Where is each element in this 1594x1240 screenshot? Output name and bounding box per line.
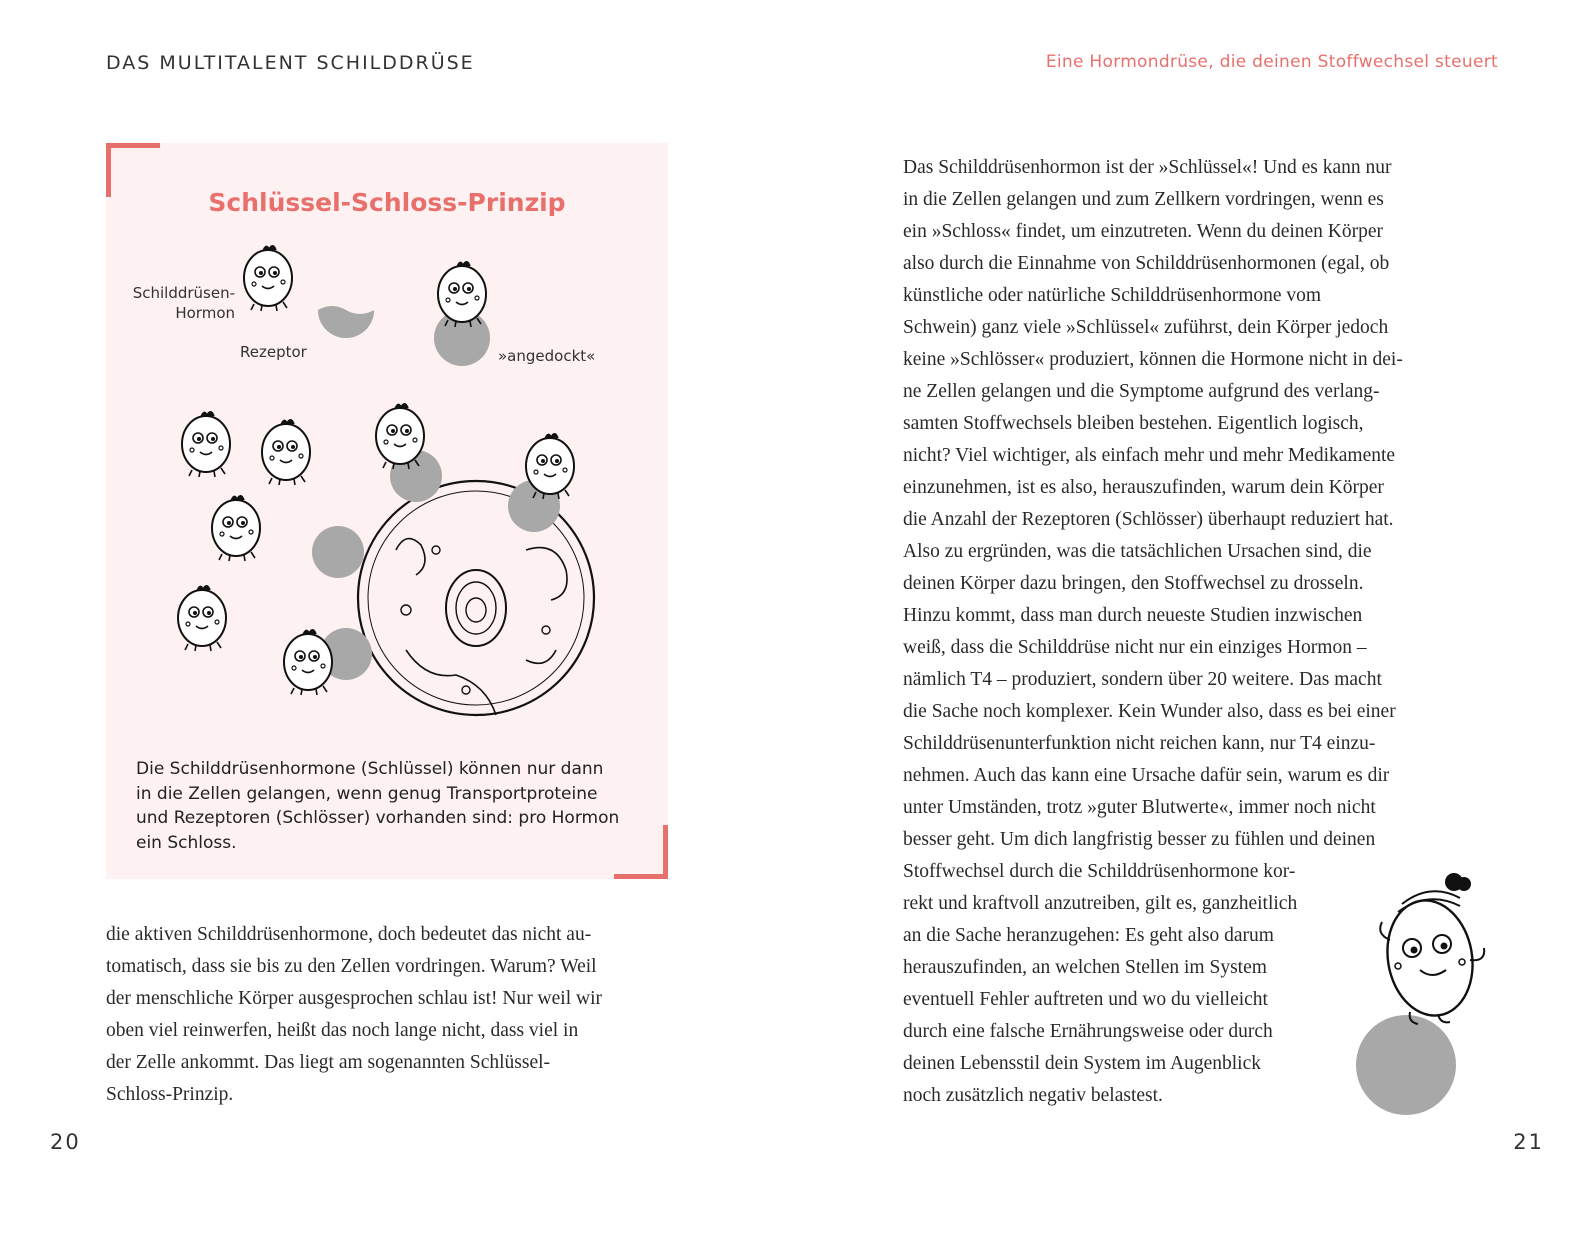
body-line: durch eine falsche Ernährungsweise oder durch <box>903 1021 1273 1042</box>
label-receptor: Rezeptor <box>240 343 307 361</box>
body-line: die Anzahl der Rezeptoren (Schlösser) überhaupt reduziert hat. <box>903 509 1394 530</box>
corner-bottom-right-v <box>663 825 668 879</box>
body-line: oben viel reinwerfen, heißt das noch lange nicht, dass viel in <box>106 1020 579 1041</box>
body-line: rekt und kraftvoll anzutreiben, gilt es, ganzheitlich <box>903 893 1298 914</box>
key-lock-illustration <box>106 230 668 730</box>
body-line: besser geht. Um dich langfristig besser zu fühlen und deinen <box>903 829 1376 850</box>
body-line: Das Schilddrüsenhormon ist der »Schlüssel«! Und es kann nur <box>903 157 1392 178</box>
body-line: herauszufinden, an welchen Stellen im System <box>903 957 1267 978</box>
body-line: einzunehmen, ist es also, herauszufinden, warum dein Körper <box>903 477 1384 498</box>
body-line: also durch die Einnahme von Schilddrüsenhormonen (egal, ob <box>903 253 1390 274</box>
page-number-left: 20 <box>50 1130 81 1154</box>
body-line: Stoffwechsel durch die Schilddrüsenhormone kor- <box>903 861 1296 882</box>
body-line: ein »Schloss« findet, um einzutreten. Wenn du deinen Körper <box>903 221 1384 242</box>
body-line: deinen Körper dazu bringen, den Stoffwechsel zu drosseln. <box>903 573 1364 594</box>
right-page-body <box>903 152 1403 1112</box>
body-line: Schloss-Prinzip. <box>106 1084 234 1105</box>
body-line: der Zelle ankommt. Das liegt am sogenannten Schlüssel- <box>106 1052 551 1073</box>
body-line: deinen Lebensstil dein System im Augenblick <box>903 1053 1261 1074</box>
body-line: die Sache noch komplexer. Kein Wunder also, dass es bei einer <box>903 701 1396 722</box>
body-line: nämlich T4 – produziert, sondern über 20 weitere. Das macht <box>903 669 1382 690</box>
caption-line: in die Zellen gelangen, wenn genug Transportproteine <box>136 783 598 804</box>
caption-line: ein Schloss. <box>136 832 237 853</box>
body-line: der menschliche Körper ausgesprochen schlau ist! Nur weil wir <box>106 988 603 1009</box>
body-line: künstliche oder natürliche Schilddrüsenhormone vom <box>903 285 1322 306</box>
body-line: eventuell Fehler auftreten und wo du vielleicht <box>903 989 1268 1010</box>
body-line: Schwein) ganz viele »Schlüssel« zuführst, dein Körper jedoch <box>903 317 1389 338</box>
body-line: Also zu ergründen, was die tatsächlichen Ursachen sind, die <box>903 541 1372 562</box>
page-number-right: 21 <box>1513 1130 1544 1154</box>
body-line: nehmen. Auch das kann eine Ursache dafür sein, warum es dir <box>903 765 1390 786</box>
body-line: ne Zellen gelangen und die Symptome aufgrund des verlang- <box>903 381 1380 402</box>
body-line: an die Sache heranzugehen: Es geht also darum <box>903 925 1274 946</box>
running-header-left: DAS MULTITALENT SCHILDDRÜSE <box>106 52 475 74</box>
body-line: nicht? Viel wichtiger, als einfach mehr und mehr Medikamente <box>903 445 1396 466</box>
body-line: unter Umständen, trotz »guter Blutwerte«, immer noch nicht <box>903 797 1376 818</box>
label-hormone-line2: Hormon <box>175 304 235 322</box>
caption-line: und Rezeptoren (Schlösser) vorhanden sind: pro Hormon <box>136 808 620 828</box>
label-docked: »angedockt« <box>498 347 596 365</box>
body-line: die aktiven Schilddrüsenhormone, doch bedeutet das nicht au- <box>106 924 592 945</box>
body-line: in die Zellen gelangen und zum Zellkern vordringen, wenn es <box>903 189 1384 210</box>
infobox-caption <box>136 757 646 855</box>
body-line: tomatisch, dass sie bis zu den Zellen vordringen. Warum? Weil <box>106 956 597 977</box>
caption-line: Die Schilddrüsenhormone (Schlüssel) können nur dann <box>136 759 604 779</box>
label-hormone-line1: Schilddrüsen- <box>132 284 235 302</box>
body-line: noch zusätzlich negativ belastest. <box>903 1085 1163 1106</box>
corner-top-left-h <box>106 143 160 148</box>
body-line: samten Stoffwechsels bleiben bestehen. Eigentlich logisch, <box>903 413 1364 434</box>
body-line: Hinzu kommt, dass man durch neueste Studien inzwischen <box>903 605 1363 626</box>
body-line: Schilddrüsenunterfunktion nicht reichen kann, nur T4 einzu- <box>903 733 1376 754</box>
mascot-illustration <box>1350 870 1500 1120</box>
running-header-right: Eine Hormondrüse, die deinen Stoffwechsel steuert <box>1045 52 1498 72</box>
corner-bottom-right-h <box>614 874 668 879</box>
body-line: keine »Schlösser« produziert, können die Hormone nicht in dei- <box>903 349 1403 370</box>
infobox-title: Schlüssel-Schloss-Prinzip <box>208 188 566 217</box>
left-page-body <box>106 919 602 1111</box>
body-line: weiß, dass die Schilddrüse nicht nur ein einziges Hormon – <box>903 637 1367 658</box>
